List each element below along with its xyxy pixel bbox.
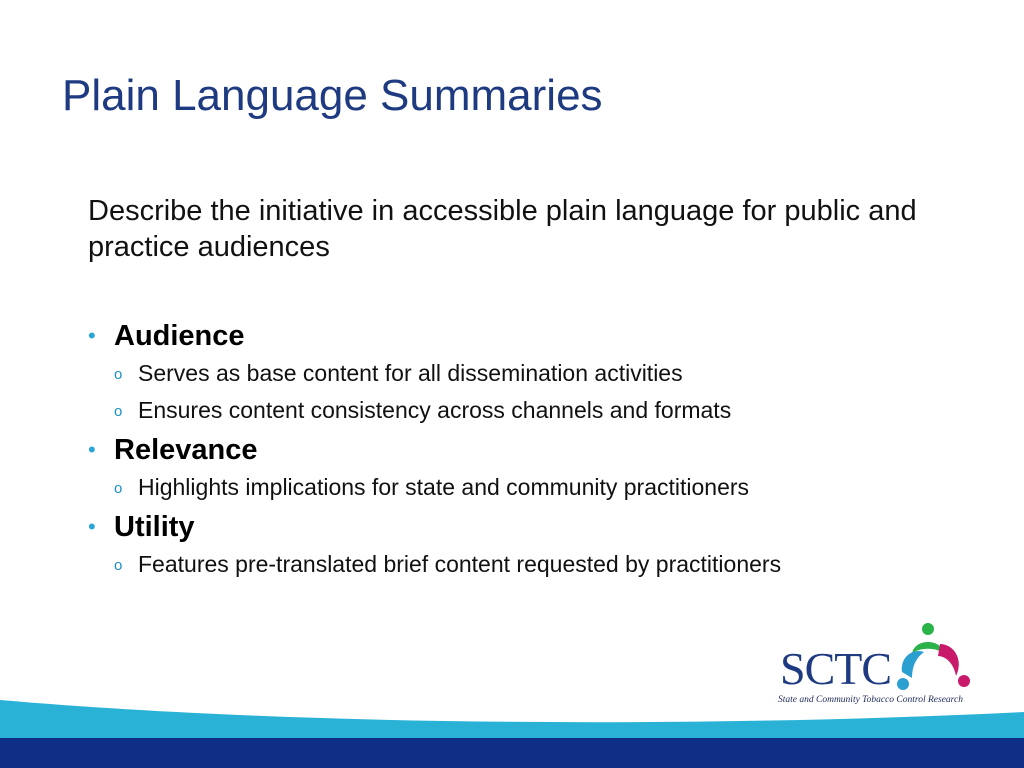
sub-bullet: [88, 472, 988, 502]
sub-bullet-circle-icon: o: [114, 480, 123, 497]
sctc-logo: [776, 620, 976, 710]
slide-title: Plain Language Summaries: [62, 71, 603, 120]
sub-bullet-text: Highlights implications for state and community practitioners: [138, 474, 750, 500]
bullet-dot-icon: •: [88, 514, 96, 539]
bullet-utility: [88, 509, 988, 545]
bullet-list: [88, 318, 988, 586]
intro-text: Describe the initiative in accessible plain language for public and practice audiences: [88, 195, 917, 263]
bullet-dot-icon: •: [88, 437, 96, 462]
people-figures-icon: [894, 620, 974, 692]
sub-bullet: [88, 395, 988, 425]
bullet-heading: Utility: [114, 511, 195, 543]
sub-bullet-text: Ensures content consistency across channels and formats: [138, 397, 732, 423]
logo-subtitle: State and Community Tobacco Control Research: [778, 695, 963, 705]
logo-text: SCTC: [780, 643, 892, 694]
sub-bullet-text: Serves as base content for all dissemination activities: [138, 360, 683, 386]
footer-wave-band: [0, 698, 1024, 768]
sub-bullet-circle-icon: o: [114, 403, 123, 420]
bullet-dot-icon: •: [88, 323, 96, 348]
sub-bullet-circle-icon: o: [114, 366, 123, 383]
sub-bullet-circle-icon: o: [114, 557, 123, 574]
bullet-heading: Relevance: [114, 434, 258, 466]
sub-bullet: [88, 358, 988, 388]
sub-bullet-text: Features pre-translated brief content requested by practitioners: [138, 551, 782, 577]
bullet-relevance: [88, 432, 988, 468]
bullet-audience: [88, 318, 988, 354]
sub-bullet: [88, 549, 988, 579]
bullet-heading: Audience: [114, 320, 245, 352]
